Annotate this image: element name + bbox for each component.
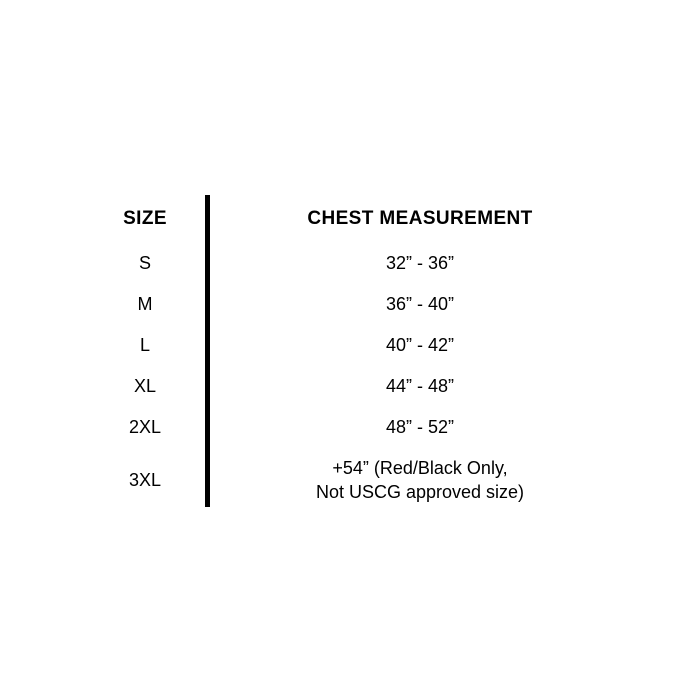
cell-chest-note bbox=[215, 448, 625, 512]
cell-size: M bbox=[137, 294, 153, 314]
cell-size: 3XL bbox=[128, 469, 162, 490]
cell-chest-note-line-1: +54” (Red/Black Only, bbox=[332, 457, 508, 478]
table-row bbox=[75, 284, 625, 325]
table-row bbox=[75, 243, 625, 284]
cell-size: 2XL bbox=[128, 417, 162, 437]
cell-chest: 44” - 48” bbox=[385, 376, 455, 396]
cell-size: XL bbox=[133, 376, 157, 396]
cell-chest: 48” - 52” bbox=[385, 417, 455, 437]
table-header-row bbox=[75, 195, 625, 243]
cell-size: S bbox=[138, 253, 151, 273]
cell-chest: 32” - 36” bbox=[385, 253, 455, 273]
size-chart-table-wrapper bbox=[75, 195, 625, 512]
column-header-size: SIZE bbox=[123, 208, 167, 229]
column-header-chest-measurement: CHEST MEASUREMENT bbox=[307, 208, 533, 229]
table-row bbox=[75, 366, 625, 407]
cell-chest-note-line-2: Not USCG approved size) bbox=[315, 482, 525, 502]
size-chart-table bbox=[75, 195, 625, 512]
table-row bbox=[75, 448, 625, 512]
table-row bbox=[75, 407, 625, 448]
cell-size: L bbox=[139, 335, 150, 355]
table-row bbox=[75, 325, 625, 366]
cell-chest: 40” - 42” bbox=[385, 335, 455, 355]
cell-chest: 36” - 40” bbox=[385, 294, 455, 314]
